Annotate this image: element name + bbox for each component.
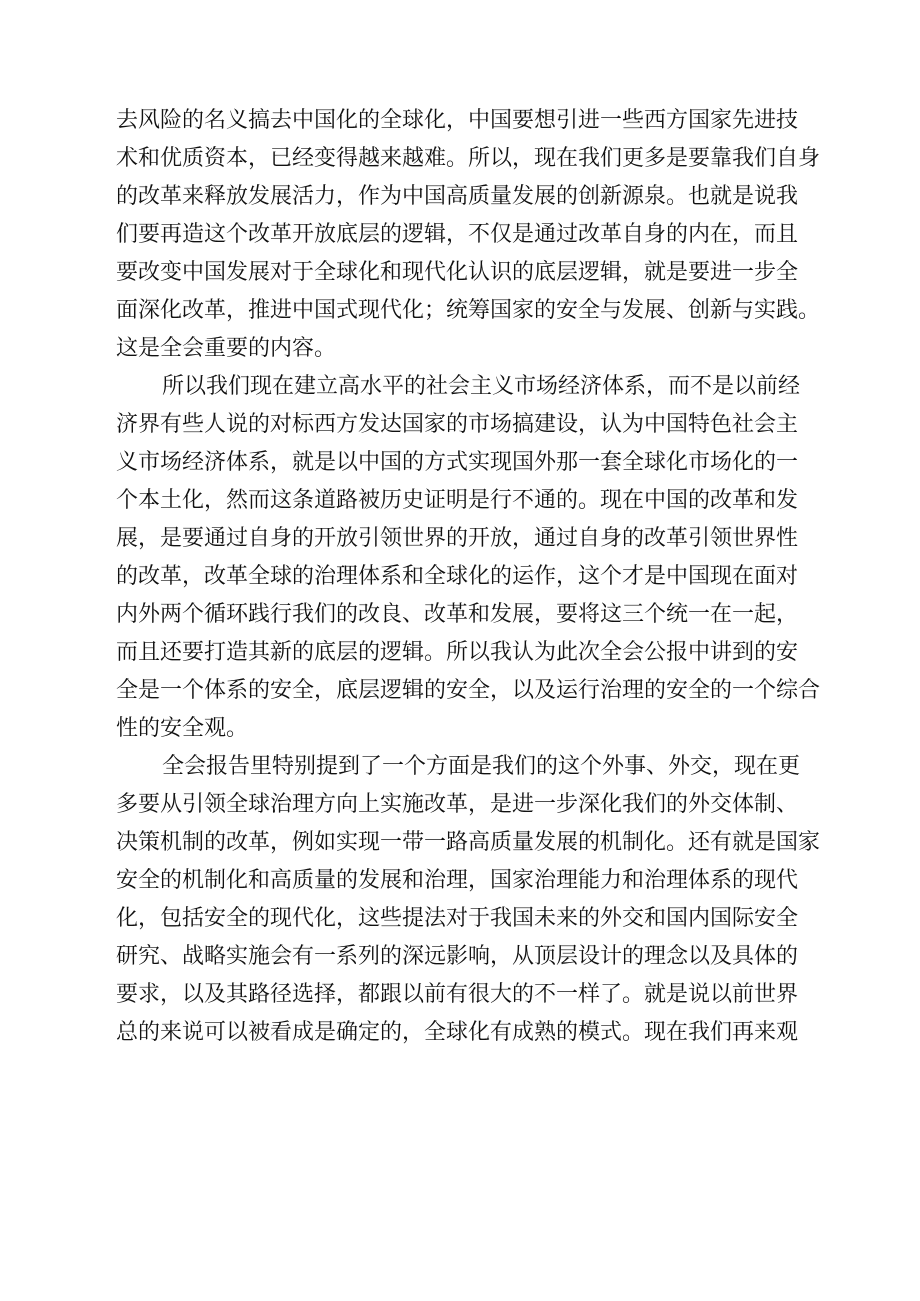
text-line: 内外两个循环践行我们的改良、改革和发展，要将这三个统一在一起， <box>116 602 799 627</box>
text-line: 术和优质资本，已经变得越来越难。所以，现在我们更多是要靠我们自身 <box>116 146 821 171</box>
text-line: 展，是要通过自身的开放引领世界的开放，通过自身的改革引领世界性 <box>116 526 799 551</box>
text-line: 总的来说可以被看成是确定的，全球化有成熟的模式。现在我们再来观 <box>116 1020 799 1045</box>
paragraph-2 <box>116 368 846 748</box>
text-line: 多要从引领全球治理方向上实施改革，是进一步深化我们的外交体制、 <box>116 792 799 817</box>
text-line: 去风险的名义搞去中国化的全球化，中国要想引进一些西方国家先进技 <box>116 108 799 133</box>
text-line: 个本土化，然而这条道路被历史证明是行不通的。现在中国的改革和发 <box>116 488 799 513</box>
text-line: 面深化改革，推进中国式现代化；统筹国家的安全与发展、创新与实践。 <box>116 298 821 323</box>
text-line: 济界有些人说的对标西方发达国家的市场搞建设，认为中国特色社会主 <box>116 412 799 437</box>
text-line: 们要再造这个改革开放底层的逻辑，不仅是通过改革自身的内在，而且 <box>116 222 799 247</box>
paragraph-3 <box>116 748 846 1052</box>
text-line: 性的安全观。 <box>116 716 249 741</box>
text-line: 的改革，改革全球的治理体系和全球化的运作，这个才是中国现在面对 <box>116 564 799 589</box>
paragraph-1 <box>116 102 846 368</box>
text-line: 要求，以及其路径选择，都跟以前有很大的不一样了。就是说以前世界 <box>116 982 799 1007</box>
document-body <box>116 102 846 1052</box>
text-line: 全是一个体系的安全，底层逻辑的安全，以及运行治理的安全的一个综合 <box>116 678 821 703</box>
text-line: 的改革来释放发展活力，作为中国高质量发展的创新源泉。也就是说我 <box>116 184 799 209</box>
text-line: 而且还要打造其新的底层的逻辑。所以我认为此次全会公报中讲到的安 <box>116 640 799 665</box>
text-line: 安全的机制化和高质量的发展和治理，国家治理能力和治理体系的现代 <box>116 868 799 893</box>
text-line: 研究、战略实施会有一系列的深远影响，从顶层设计的理念以及具体的 <box>116 944 799 969</box>
text-line: 所以我们现在建立高水平的社会主义市场经济体系，而不是以前经 <box>162 374 801 399</box>
text-line: 全会报告里特别提到了一个方面是我们的这个外事、外交，现在更 <box>162 754 801 779</box>
text-line: 决策机制的改革，例如实现一带一路高质量发展的机制化。还有就是国家 <box>116 830 821 855</box>
text-line: 要改变中国发展对于全球化和现代化认识的底层逻辑，就是要进一步全 <box>116 260 799 285</box>
text-line: 化，包括安全的现代化，这些提法对于我国未来的外交和国内国际安全 <box>116 906 799 931</box>
text-line: 义市场经济体系，就是以中国的方式实现国外那一套全球化市场化的一 <box>116 450 799 475</box>
text-line: 这是全会重要的内容。 <box>116 336 337 361</box>
